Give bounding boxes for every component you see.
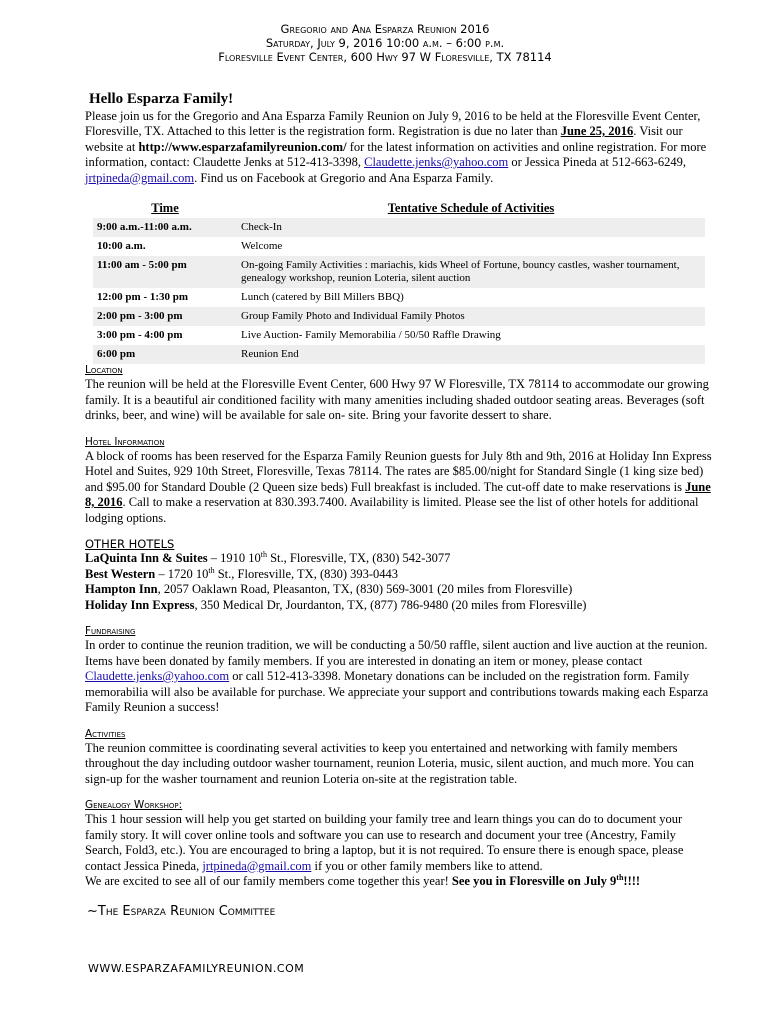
hotel-ordinal: th xyxy=(208,565,215,575)
letter-body xyxy=(85,92,715,919)
website-link[interactable]: http://www.esparzafamilyreunion.com/ xyxy=(138,139,347,154)
schedule-time: 12:00 pm - 1:30 pm xyxy=(93,288,237,307)
event-title: Gregorio and Ana Esparza Reunion 2016 xyxy=(280,22,490,36)
fundraising-paragraph xyxy=(85,638,715,716)
section-title-hotel: Hotel Information xyxy=(85,435,165,448)
table-row xyxy=(93,326,705,345)
genealogy-paragraph xyxy=(85,812,715,890)
hotel-paragraph xyxy=(85,449,715,527)
hotel-text-1: A block of rooms has been reserved for the Esparza Family Reunion guests for July 8th and 9th, 2016 at Holiday Inn Express Hotel and Suites, 929 10th Street, Floresville, Texas 78114. The rates are $85.00/night for Standard Single (1 king size bed) and $95.00 for Standard Double (2 Queen size beds) Full breakfast is included. The cut-off date to make reservations is xyxy=(85,448,712,494)
event-header xyxy=(0,22,770,64)
hotel-detail-rest: St., Floresville, TX, (830) 393-0443 xyxy=(214,566,399,581)
hotel-name: Hampton Inn xyxy=(85,582,158,596)
email-link-claudette-fundraising[interactable]: Claudette.jenks@yahoo.com xyxy=(85,669,230,683)
schedule-header-time: Time xyxy=(151,201,179,215)
hotel-cutoff-date: June 8, 2016 xyxy=(85,479,711,509)
intro-text-3: for the latest information on activities and online registration. For more information, contact: Claudette Jenks at 512-413-3398, xyxy=(85,139,707,169)
schedule-activity: Lunch (catered by Bill Millers BBQ) xyxy=(237,288,705,307)
hotel-detail: – 1910 10 xyxy=(207,551,261,565)
section-title-other-hotels: OTHER HOTELS xyxy=(85,537,175,551)
hotel-name: Holiday Inn Express xyxy=(85,597,195,612)
table-row xyxy=(93,288,705,307)
intro-text-2: . Visit our website at xyxy=(85,124,683,154)
schedule-time: 3:00 pm - 4:00 pm xyxy=(93,326,237,345)
section-title-activities: Activities xyxy=(85,727,126,740)
fundraising-text-2: or call 512-413-3398. Monetary donations can be included on the registration form. Family memorabilia will also be available for purchase. We appreciate your support and contributions towards making each Esparza Family Reunion a success! xyxy=(85,669,709,714)
list-item xyxy=(85,551,715,567)
hotel-detail: , 2057 Oaklawn Road, Pleasanton, TX, (830) 569-3001 (20 miles from Floresville) xyxy=(157,582,573,596)
section-title-fundraising: Fundraising xyxy=(85,625,136,637)
email-link-jessica[interactable]: jrtpineda@gmail.com xyxy=(85,170,195,185)
genealogy-text-2: if you or other family members like to attend. xyxy=(311,858,543,873)
event-datetime: Saturday, July 9, 2016 10:00 a.m. – 6:00 p.m. xyxy=(265,36,505,50)
footer-website[interactable]: WWW.ESPARZAFAMILYREUNION.COM xyxy=(88,962,305,975)
activities-paragraph: The reunion committee is coordinating several activities to keep you entertained and networking with family members throughout the day including outdoor washer tournament, reunion Loteria, music, silent auction, and much more. You can sign-up for the washer tournament and reunion Loteria on-site at the registration table. xyxy=(85,740,694,786)
genealogy-text-1: This 1 hour session will help you get started on building your family tree and learn things you can do to document your family story. It will cover online tools and software you can use to research and document your tree (Ancestry, Family Search, Fold3, etc.). You are encouraged to bring a laptop, but it is not required. To ensure there is enough space, please contact Jessica Pineda, xyxy=(85,812,684,873)
registration-due-date: June 25, 2016 xyxy=(560,124,634,138)
section-title-genealogy: Genealogy Workshop: xyxy=(85,799,183,811)
schedule-activity: Group Family Photo and Individual Family Photos xyxy=(237,307,705,326)
event-address: Floresville Event Center, 600 Hwy 97 W Floresville, TX 78114 xyxy=(218,50,552,64)
schedule-header-activity: Tentative Schedule of Activities xyxy=(387,201,555,215)
schedule-activity: On-going Family Activities : mariachis, kids Wheel of Fortune, bouncy castles, washer tournament, genealogy workshop, reunion Loteria, silent auction xyxy=(237,256,705,288)
hotel-name: LaQuinta Inn & Suites xyxy=(85,551,208,565)
closing-bold-text: See you in Floresville on July 9 xyxy=(451,874,617,888)
section-title-location: Location xyxy=(85,364,123,376)
list-item xyxy=(85,598,715,614)
email-link-claudette[interactable]: Claudette.jenks@yahoo.com xyxy=(364,155,509,169)
hotel-text-2: . Call to make a reservation at 830.393.7400. Availability is limited. Please see the list of other hotels for additional lodging options. xyxy=(85,495,699,525)
closing-bold xyxy=(452,874,640,888)
list-item xyxy=(85,567,715,583)
hotel-name: Best Western xyxy=(85,566,156,581)
closing-exclaim: !!!! xyxy=(623,874,641,888)
email-link-jessica-genealogy[interactable]: jrtpineda@gmail.com xyxy=(202,858,312,873)
schedule-time: 2:00 pm - 3:00 pm xyxy=(93,307,237,326)
location-paragraph: The reunion will be held at the Floresville Event Center, 600 Hwy 97 W Floresville, TX 78114 to accommodate our growing family. It is a beautiful air conditioned facility with many amenities including shaded outdoor seating areas. Beverages (soft drinks, beer, and wine) will be available for sale on- site. Bring your favorite dessert to share. xyxy=(85,377,709,422)
table-row xyxy=(93,307,705,326)
schedule-activity: Reunion End xyxy=(237,345,705,364)
table-row xyxy=(93,256,705,288)
schedule-rows xyxy=(93,218,705,364)
schedule-time: 11:00 am - 5:00 pm xyxy=(93,256,237,288)
schedule-activity: Welcome xyxy=(237,237,705,256)
schedule-time: 9:00 a.m.-11:00 a.m. xyxy=(93,218,237,237)
fundraising-text-1: In order to continue the reunion tradition, we will be conducting a 50/50 raffle, silent auction and live auction at the reunion. Items have been donated by family members. If you are interested in donating an item or money, please contact xyxy=(85,638,708,668)
closing-ordinal: th xyxy=(616,872,624,882)
schedule-activity: Check-In xyxy=(237,218,705,237)
committee-signature: ~The Esparza Reunion Committee xyxy=(87,903,276,919)
hotel-detail: – 1720 10 xyxy=(155,566,209,581)
intro-text-4: or Jessica Pineda at 512-663-6249, xyxy=(508,155,686,169)
schedule-activity: Live Auction- Family Memorabilia / 50/50 Raffle Drawing xyxy=(237,326,705,345)
table-row xyxy=(93,237,705,256)
intro-text-5: . Find us on Facebook at Gregorio and Ana Esparza Family. xyxy=(194,170,494,185)
hotel-detail: , 350 Medical Dr, Jourdanton, TX, (877) 786-9480 (20 miles from Floresville) xyxy=(194,597,587,612)
hotel-detail-rest: St., Floresville, TX, (830) 542-3077 xyxy=(266,551,451,565)
table-row xyxy=(93,345,705,364)
greeting: Hello Esparza Family! xyxy=(89,91,234,107)
list-item xyxy=(85,582,715,598)
intro-text-1: Please join us for the Gregorio and Ana Esparza Family Reunion on July 9, 2016 to be held at the Floresville Event Center, Floresville, TX. Attached to this letter is the registration form. Registration is due no later than xyxy=(85,108,701,138)
hotel-ordinal: th xyxy=(260,549,267,559)
schedule-time: 6:00 pm xyxy=(93,345,237,364)
schedule-time: 10:00 a.m. xyxy=(93,237,237,256)
closing-text: We are excited to see all of our family members come together this year! xyxy=(85,874,452,888)
intro-paragraph xyxy=(85,109,715,187)
other-hotels-list xyxy=(85,551,715,613)
table-row xyxy=(93,218,705,237)
schedule-table xyxy=(93,200,705,364)
